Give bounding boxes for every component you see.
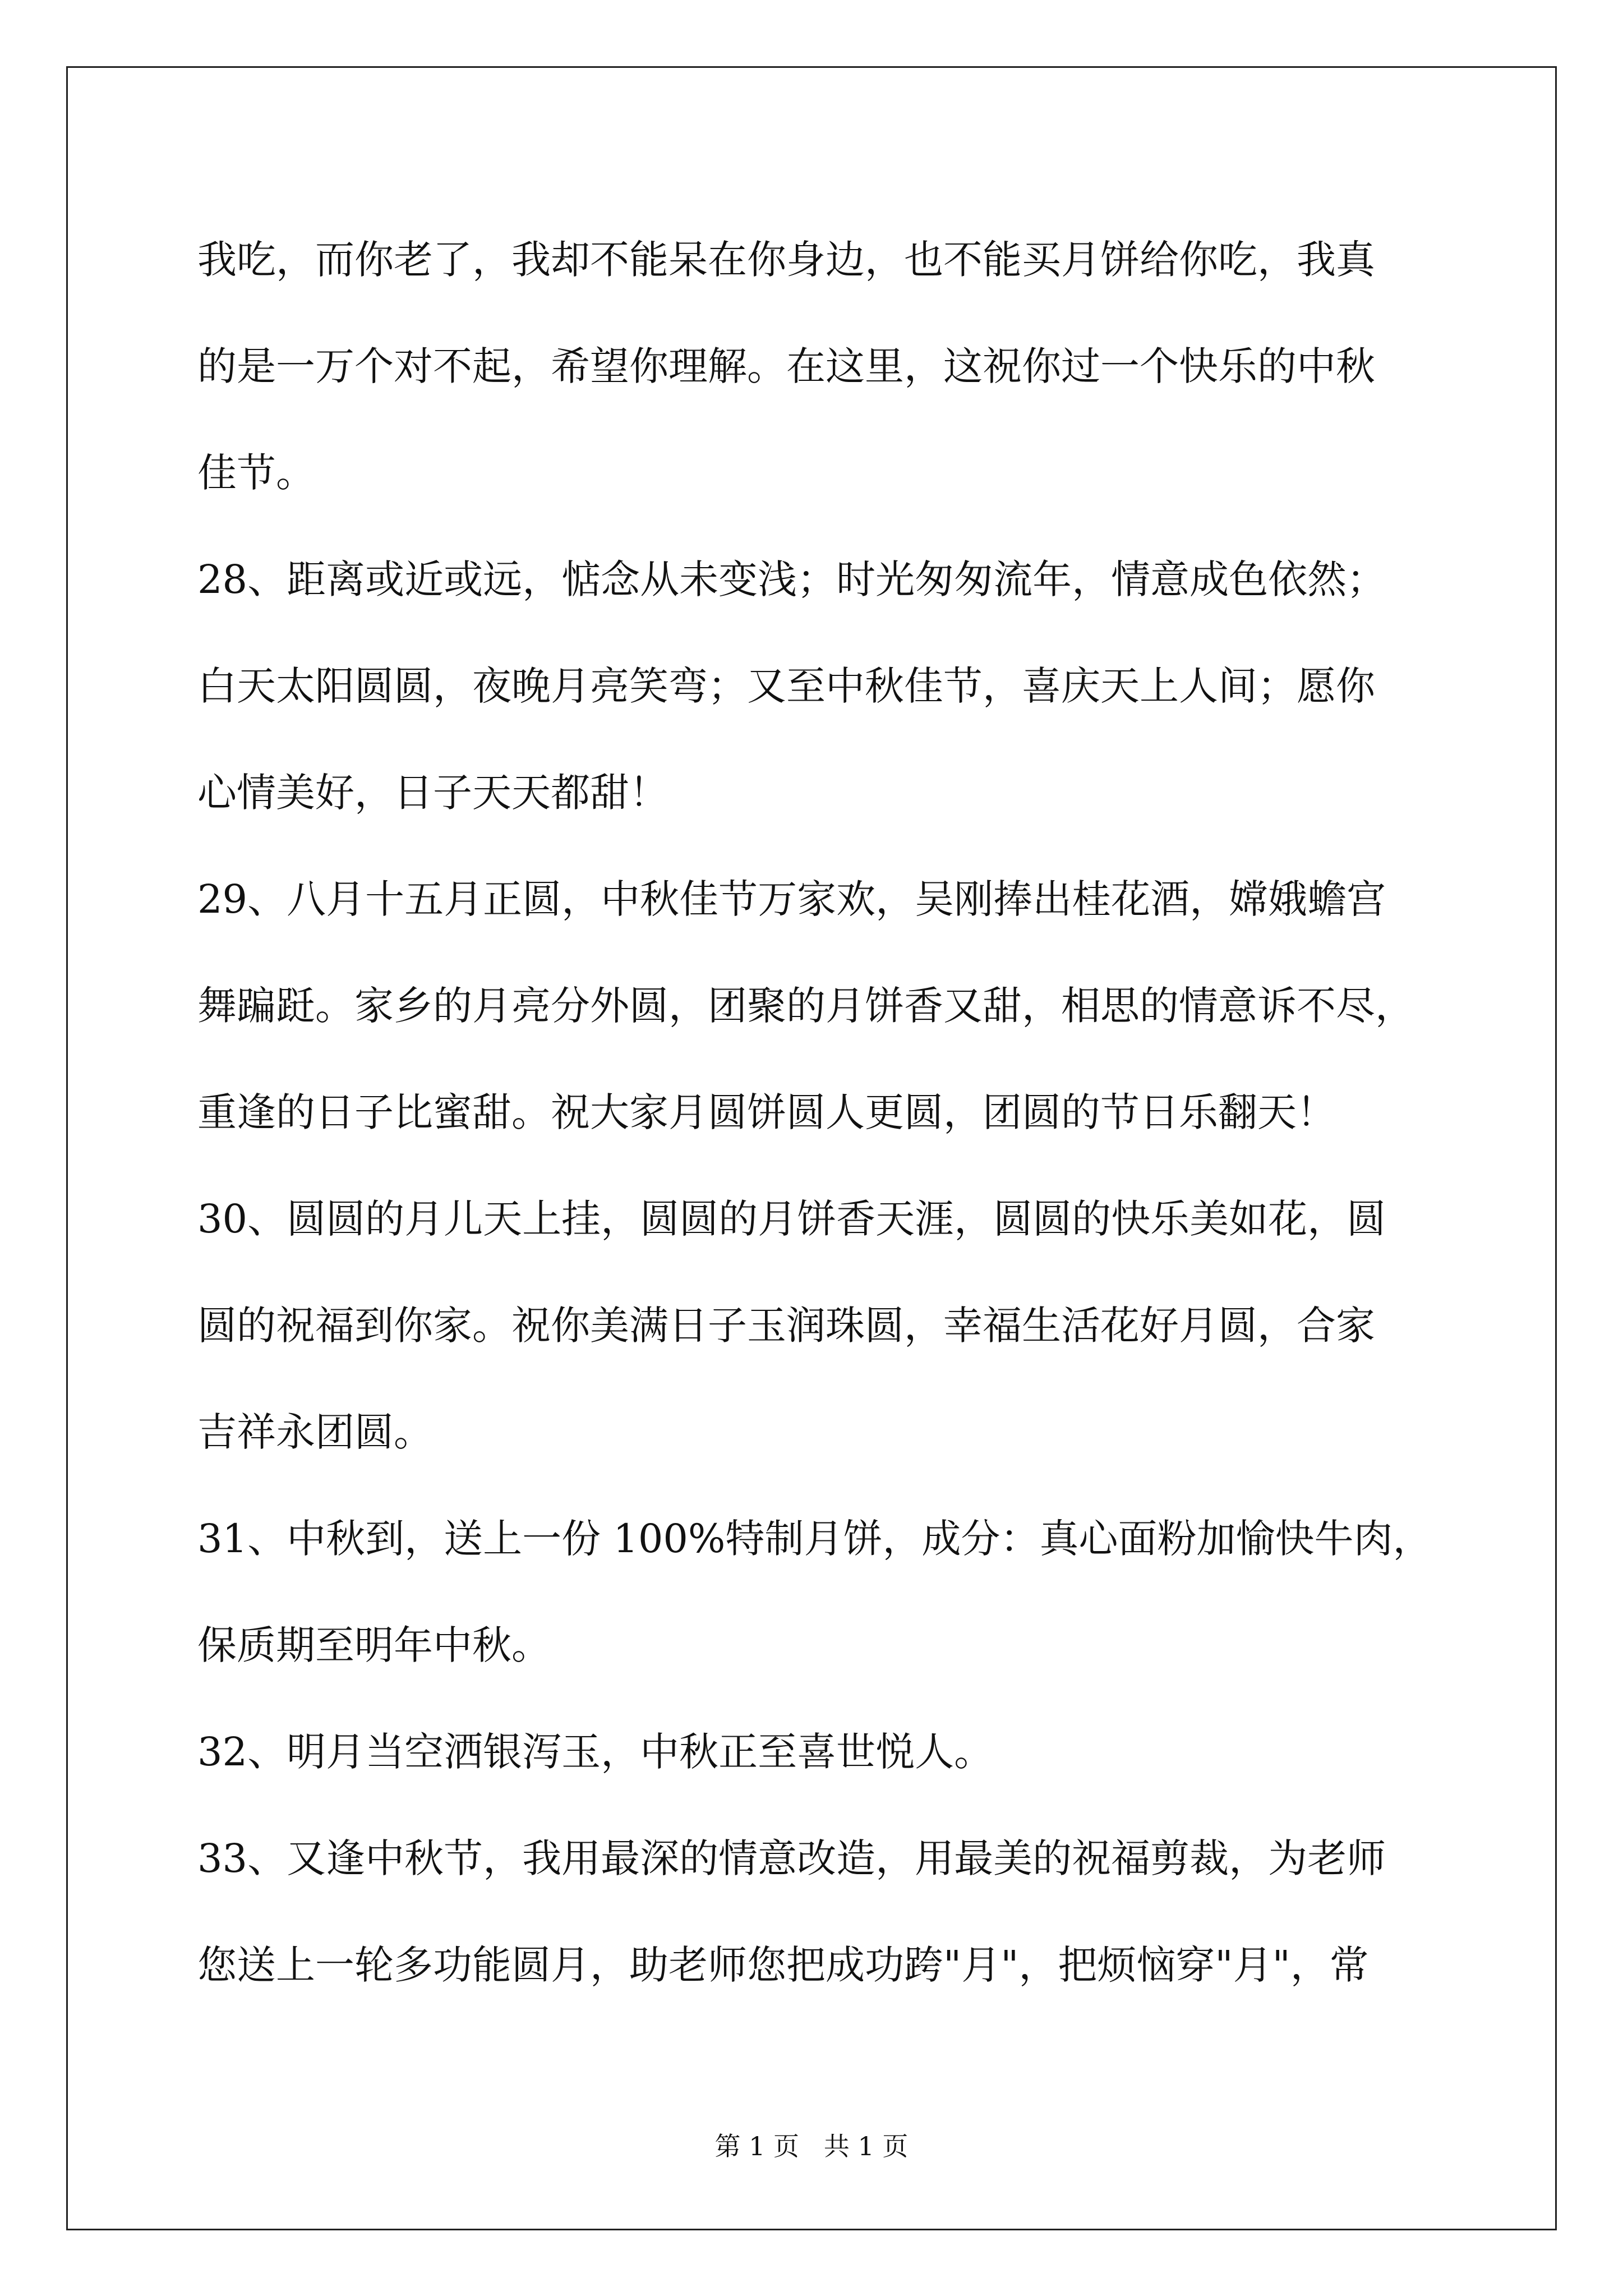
- text-line: 圆的祝福到你家。祝你美满日子玉润珠圆，幸福生活花好月圆，合家: [197, 1303, 1375, 1349]
- text-line: 的是一万个对不起，希望你理解。在这里，这祝你过一个快乐的中秋: [197, 343, 1375, 389]
- text-line: 佳节。: [197, 450, 315, 496]
- text-line: 心情美好，日子天天都甜！: [197, 770, 668, 816]
- text-line: 31、中秋到，送上一份 100%特制月饼，成分：真心面粉加愉快牛肉，: [197, 1516, 1432, 1562]
- text-line: 吉祥永团圆。: [197, 1409, 433, 1455]
- text-line: 33、又逢中秋节，我用最深的情意改造，用最美的祝福剪裁，为老师: [197, 1835, 1386, 1881]
- text-line: 32、明月当空洒银泻玉，中秋正至喜世悦人。: [197, 1729, 994, 1775]
- text-line: 30、圆圆的月儿天上挂，圆圆的月饼香天涯，圆圆的快乐美如花，圆: [197, 1196, 1386, 1242]
- text-line: 白天太阳圆圆，夜晚月亮笑弯；又至中秋佳节，喜庆天上人间；愿你: [197, 663, 1375, 709]
- document-body: [197, 206, 1476, 2018]
- page-footer: 第 1 页 共 1 页: [714, 2131, 909, 2161]
- text-line: 您送上一轮多功能圆月，助老师您把成功跨"月"，把烦恼穿"月"，常: [197, 1942, 1369, 1988]
- text-line: 29、八月十五月正圆，中秋佳节万家欢，吴刚捧出桂花酒，嫦娥蟾宫: [197, 876, 1386, 922]
- text-line: 28、距离或近或远，惦念从未变浅；时光匆匆流年，情意成色依然；: [197, 556, 1386, 602]
- text-line: 我吃，而你老了，我却不能呆在你身边，也不能买月饼给你吃，我真: [197, 237, 1375, 283]
- text-line: 重逢的日子比蜜甜。祝大家月圆饼圆人更圆，团圆的节日乐翻天！: [197, 1089, 1336, 1135]
- text-line: 舞蹁跹。家乡的月亮分外圆，团聚的月饼香又甜，相思的情意诉不尽，: [197, 983, 1414, 1029]
- text-line: 保质期至明年中秋。: [197, 1622, 551, 1668]
